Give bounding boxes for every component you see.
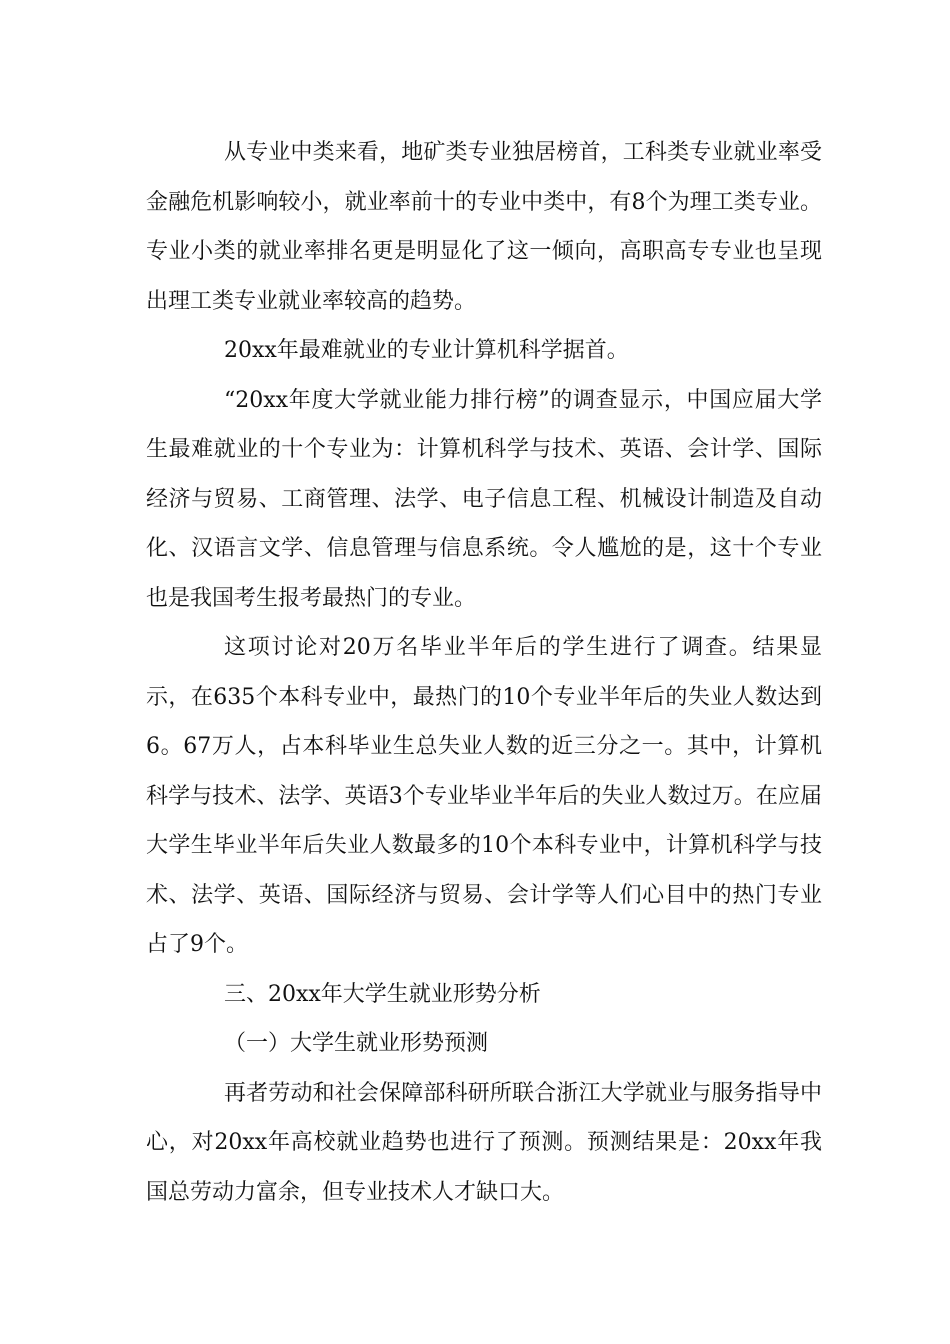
subsection-heading: （一）大学生就业形势预测 xyxy=(224,1031,489,1056)
paragraph-forecast: 再者劳动和社会保障部科研所联合浙江大学就业与服务指导中心，对20xx年高校就业趋势也进行了预测。预测结果是：20xx年我国总劳动力富余，但专业技术人才缺口大。 xyxy=(146,1080,822,1205)
paragraph-ranking-survey: “20xx年度大学就业能力排行榜”的调查显示，中国应届大学生最难就业的十个专业为：计算机科学与技术、英语、会计学、国际经济与贸易、工商管理、法学、电子信息工程、机械设计制造及自动化、汉语言文学、信息管理与信息系统。令人尴尬的是，这十个专业也是我国考生报考最热门的专业。 xyxy=(146,387,822,611)
document-body xyxy=(146,128,822,1217)
paragraph-research-results: 这项讨论对20万名毕业半年后的学生进行了调查。结果显示，在635个本科专业中，最热门的10个专业半年后的失业人数达到6。67万人，占本科毕业生总失业人数的近三分之一。其中，计算机科学与技术、法学、英语3个专业毕业半年后的失业人数过万。在应届大学生毕业半年后失业人数最多的10个本科专业中，计算机科学与技术、法学、英语、国际经济与贸易、会计学等人们心目中的热门专业占了9个。 xyxy=(146,635,822,957)
section-heading: 三、20xx年大学生就业形势分析 xyxy=(224,981,541,1007)
paragraph-major-categories: 从专业中类来看，地矿类专业独居榜首，工科类专业就业率受金融危机影响较小，就业率前十的专业中类中，有8个为理工类专业。专业小类的就业率排名更是明显化了这一倾向，高职高专专业也呈现出理工类专业就业率较高的趋势。 xyxy=(146,140,822,314)
paragraph-hardest-major: 20xx年最难就业的专业计算机科学据首。 xyxy=(224,338,629,363)
